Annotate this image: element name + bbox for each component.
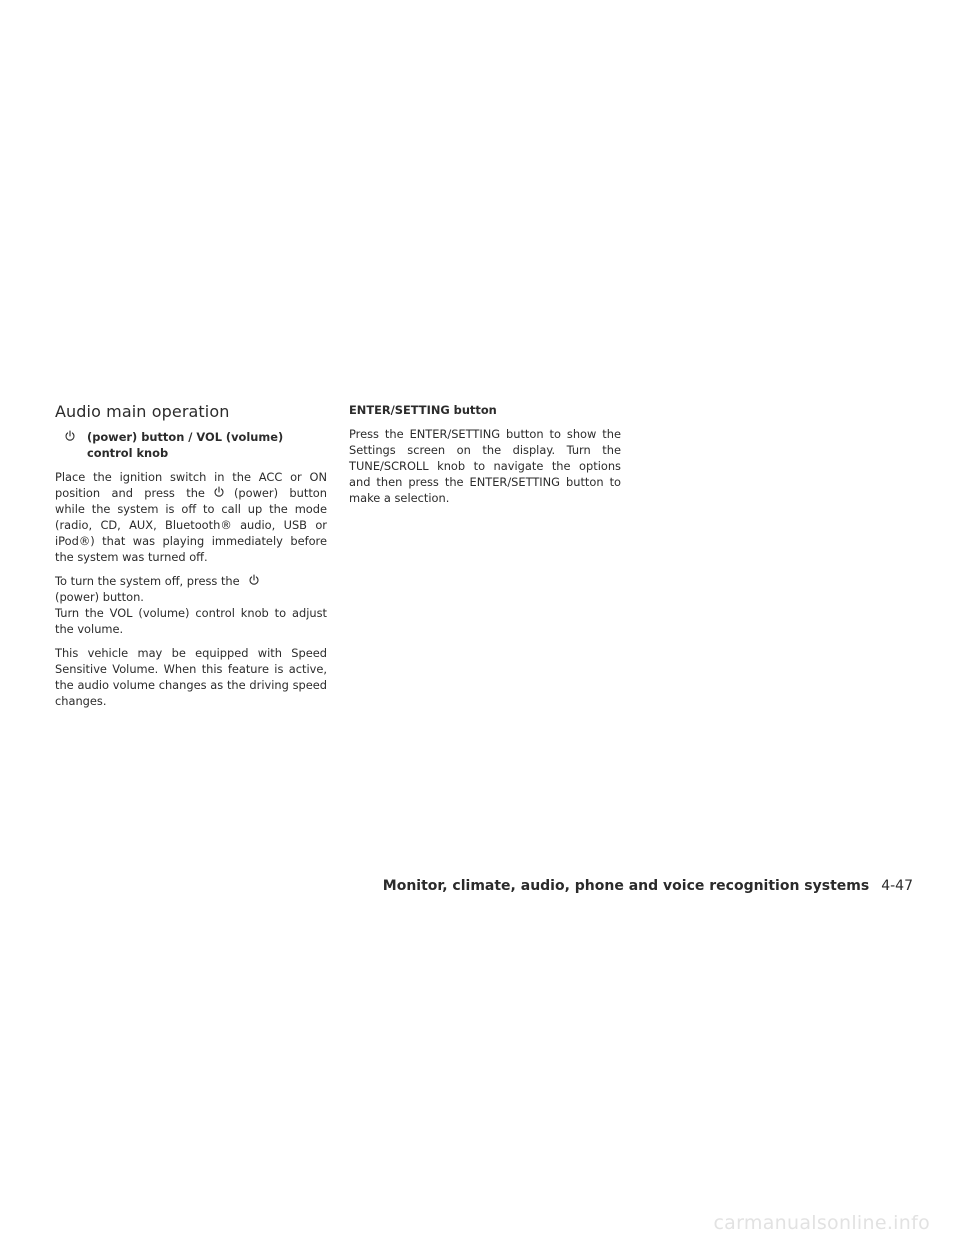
turn-off-end: (power) button. xyxy=(55,590,144,604)
power-paragraph-end: (power) button while the system is off to call up the mode (radio, CD, AUX, Bluetooth® audio, USB or iPod®) that was playing immediately before the system was turned off. xyxy=(55,486,327,564)
section-title: Audio main operation xyxy=(55,402,230,421)
subheading-line-2: control knob xyxy=(87,446,169,460)
power-icon xyxy=(64,430,76,446)
power-icon xyxy=(213,486,225,498)
page-footer xyxy=(383,878,913,894)
power-volume-subheading xyxy=(55,429,327,461)
enter-setting-subheading: ENTER/SETTING button xyxy=(349,403,497,417)
right-column xyxy=(349,402,621,514)
turn-off-paragraph xyxy=(55,573,327,605)
enter-setting-paragraph: Press the ENTER/SETTING button to show the Settings screen on the display. Turn the TUNE/SCROLL knob to navigate the options and then press the ENTER/SETTING button to make a selection. xyxy=(349,427,621,505)
subheading-line-1: (power) button / VOL (volume) xyxy=(87,430,284,444)
watermark[interactable]: carmanualsonline.info xyxy=(713,1212,930,1234)
chapter-title: Monitor, climate, audio, phone and voice recognition systems xyxy=(382,878,870,894)
power-paragraph xyxy=(55,469,327,565)
volume-paragraph: Turn the VOL (volume) control knob to adjust the volume. xyxy=(55,606,327,636)
speed-sensitive-paragraph: This vehicle may be equipped with Speed Sensitive Volume. When this feature is active, the audio volume changes as the driving speed changes. xyxy=(55,646,327,708)
page-number: 4-47 xyxy=(881,878,913,894)
turn-off-start: To turn the system off, press the xyxy=(55,574,240,588)
power-paragraph-start: Place the ignition switch in the ACC or ON position and press the xyxy=(55,470,327,500)
power-icon xyxy=(248,574,260,586)
left-column xyxy=(55,402,327,717)
